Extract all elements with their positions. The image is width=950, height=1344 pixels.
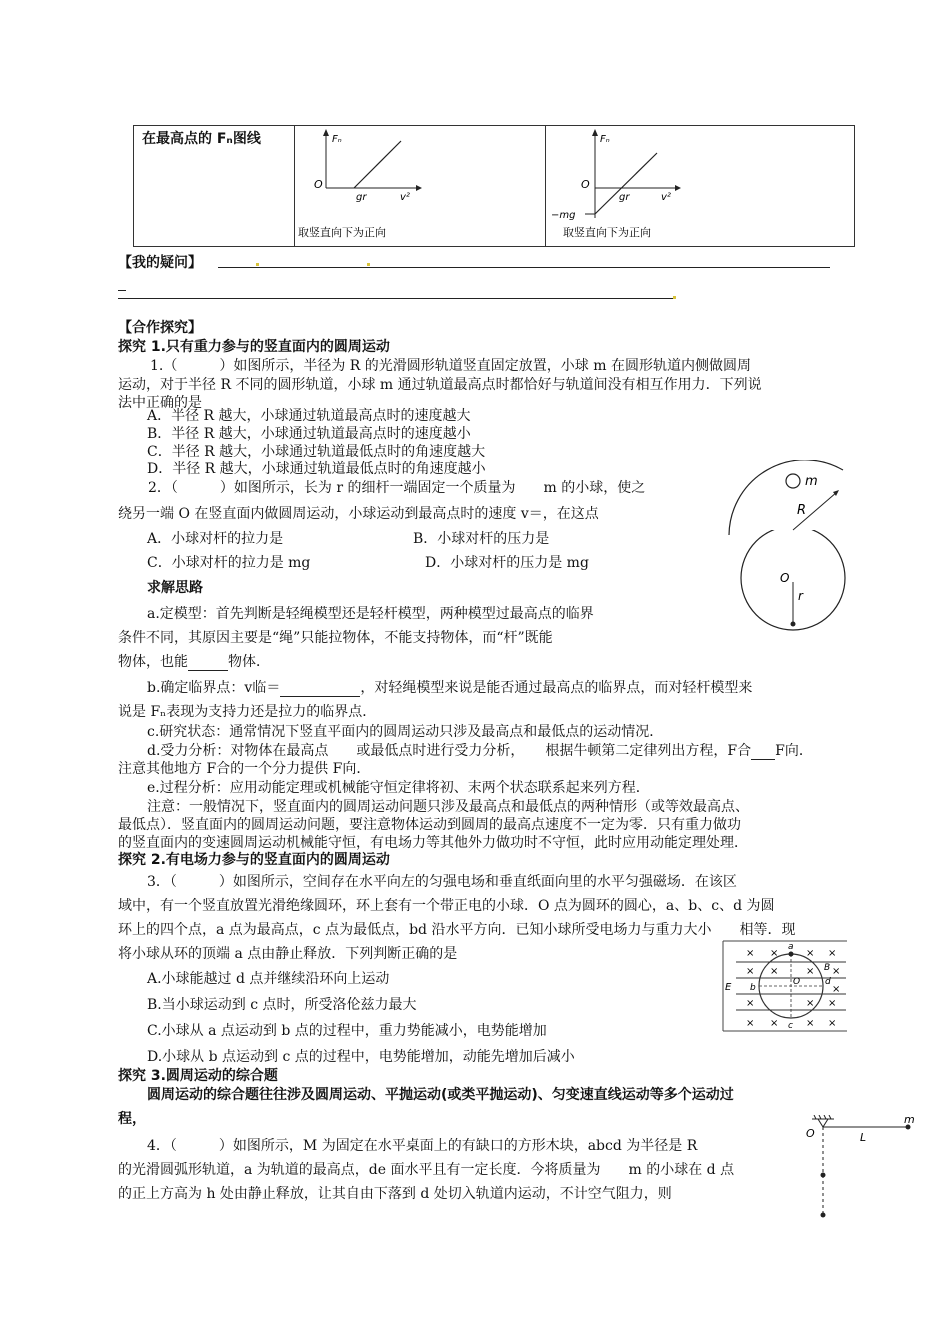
step-a-line-3a: 物体，也能	[118, 654, 188, 670]
field-d-label: d	[825, 977, 831, 987]
field-cross-6: ×	[770, 966, 779, 977]
field-cross-4: ×	[828, 948, 837, 959]
field-c-label: c	[788, 1021, 793, 1031]
field-cross-12: ×	[828, 998, 837, 1009]
field-cross-8: ×	[832, 966, 841, 977]
graph1-caption: 取竖直向下为正向	[298, 226, 386, 239]
q4-line-2: 的光滑圆弧形轨道，a 为轨道的最高点，de 面水平且有一定长度．今将质量为 m 的小球在 d 点	[118, 1162, 735, 1178]
q1-option-c: C．半径 R 越大，小球通过轨道最低点时的角速度越大	[147, 444, 486, 460]
track-m-label: m	[805, 474, 818, 489]
q4-line-1: 4．（ ）如图所示，M 为固定在水平桌面上的有缺口的方形木块，abcd 为半径是 R	[147, 1138, 698, 1154]
explore3-intro-2: 程，	[118, 1111, 146, 1127]
graph2-caption: 取竖直向下为正向	[563, 226, 651, 239]
step-d-line-1a: d.受力分析：对物体在最高点 或最低点时进行受力分析， 根据牛顿第二定律列出方程，F合	[147, 743, 752, 759]
step-a-line-3b: 物体．	[228, 654, 270, 670]
pendulum-m-label: m	[904, 1115, 915, 1126]
q3-option-d: D.小球从 b 点运动到 c 点的过程中，电势能增加，动能先增加后减小	[147, 1049, 575, 1065]
q4-line-3: 的正上方高为 h 处由静止释放，让其自由下落到 d 处切入轨道内运动，不计空气阻力，则	[118, 1186, 672, 1202]
q3-option-b: B.当小球运动到 c 点时，所受洛伦兹力最大	[147, 997, 417, 1013]
graph2-origin: O	[581, 178, 590, 191]
q1-line-3: 法中正确的是	[118, 395, 202, 411]
explore3-title: 探究 3.圆周运动的综合题	[118, 1068, 278, 1084]
rod-figure	[738, 530, 850, 632]
q3-line-1: 3．（ ）如图所示，空间存在水平向左的匀强电场和垂直纸面向里的水平匀强磁场．在该区	[147, 874, 737, 890]
q3-line-2: 域中，有一个竖直放置光滑绝缘圆环，环上套有一个带正电的小球．O 点为圆环的圆心，a、b、c、d 为圆	[118, 898, 775, 914]
my-questions-label: 【我的疑问】	[118, 255, 202, 271]
fn-graph-1	[296, 128, 541, 244]
step-a-line-2: 条件不同，其原因主要是“绳”只能拉物体，不能支持物体，而“杆”既能	[118, 630, 553, 646]
question-line-1[interactable]	[218, 267, 830, 268]
field-b-label: b	[750, 983, 756, 993]
table-divider-2	[545, 126, 546, 246]
note-line-3: 的竖直面内的变速圆周运动机械能守恒，有电场力等其他外力做功时不守恒，此时应用动能定理处理．	[118, 835, 748, 851]
field-cross-14: ×	[770, 1018, 779, 1029]
note-line-1: 注意：一般情况下，竖直面内的圆周运动问题只涉及最高点和最低点的两种情形（或等效最高点、	[147, 799, 749, 815]
q2-option-b: B．小球对杆的压力是	[413, 531, 550, 547]
track-r-label: R	[797, 503, 807, 518]
pendulum-o-label: O	[806, 1127, 815, 1140]
step-a-blank[interactable]	[188, 654, 228, 671]
table-row-label: 在最高点的 Fₙ图线	[142, 131, 261, 147]
graph1-tick: gr	[356, 192, 367, 203]
note-line-2: 最低点）．竖直面内的圆周运动问题，要注意物体运动到圆周的最高点速度不一定为零．只有重力做功	[118, 817, 741, 833]
step-b-line-1b: ，对轻绳模型来说是能否通过最高点的临界点，而对轻杆模型来	[360, 680, 753, 696]
field-b-field-label: B	[824, 963, 831, 973]
step-b-line-2: 说是 Fₙ表现为支持力还是拉力的临界点．	[118, 704, 377, 720]
q2-option-a: A．小球对杆的拉力是	[147, 531, 284, 547]
solve-title: 求解思路	[147, 580, 203, 596]
step-e-line: e.过程分析：应用动能定理或机械能守恒定律将初、末两个状态联系起来列方程．	[147, 780, 650, 796]
step-c-line: c.研究状态：通常情况下竖直平面内的圆周运动只涉及最高点和最低点的运动情况．	[147, 724, 664, 740]
step-b-line-1	[147, 677, 752, 697]
field-a-label: a	[788, 942, 794, 952]
q3-option-c: C.小球从 a 点运动到 b 点的过程中，重力势能减小，电势能增加	[147, 1023, 547, 1039]
step-b-blank[interactable]	[280, 680, 360, 697]
rod-o-label: O	[780, 571, 790, 585]
field-cross-10: ×	[746, 998, 755, 1009]
coop-title: 【合作探究】	[118, 320, 202, 336]
q1-line-1: 1.（ ）如图所示，半径为 R 的光滑圆形轨道竖直固定放置，小球 m 在圆形轨道内侧做圆周	[150, 358, 751, 374]
q1-option-b: B．半径 R 越大，小球通过轨道最高点时的速度越小	[147, 426, 471, 442]
graph1-x-label: v²	[400, 192, 410, 203]
step-a-line-1: a.定模型：首先判断是轻绳模型还是轻杆模型，两种模型过最高点的临界	[147, 606, 594, 622]
graph-table	[133, 125, 855, 247]
explore1-title: 探究 1.只有重力参与的竖直面内的圆周运动	[118, 339, 390, 355]
question-dash	[118, 290, 126, 291]
field-e-label: E	[725, 982, 732, 993]
q2-option-c: C．小球对杆的拉力是 mg	[147, 555, 311, 571]
track-figure	[725, 460, 850, 535]
q2-line-2: 绕另一端 O 在竖直面内做圆周运动，小球运动到最高点时的速度 v＝，在这点	[118, 506, 599, 522]
explore3-intro-1: 圆周运动的综合题往往涉及圆周运动、平抛运动(或类平抛运动)、匀变速直线运动等多个运动过	[147, 1087, 734, 1103]
q3-line-3: 环上的四个点，a 点为最高点，c 点为最低点，bd 沿水平方向．已知小球所受电场力与重力大小 相等．现	[118, 922, 796, 938]
step-d-line-2: 注意其他地方 F合的一个分力提供 F向．	[118, 761, 371, 777]
q3-option-a: A.小球能越过 d 点并继续沿环向上运动	[147, 971, 390, 987]
table-divider-1	[294, 126, 295, 246]
q3-line-4: 将小球从环的顶端 a 点由静止释放．下列判断正确的是	[118, 946, 458, 962]
field-cross-3: ×	[806, 948, 815, 959]
q2-option-d: D．小球对杆的压力是 mg	[425, 555, 589, 571]
q1-line-2: 运动，对于半径 R 不同的圆形轨道，小球 m 通过轨道最高点时都恰好与轨道间没有相互作用力．下列说	[118, 377, 762, 393]
field-cross-7: ×	[806, 966, 815, 977]
step-a-line-3	[118, 651, 270, 671]
field-cross-1: ×	[746, 948, 755, 959]
pendulum-l-label: L	[860, 1131, 867, 1144]
pendulum-figure	[800, 1115, 920, 1220]
graph1-y-label: Fₙ	[332, 134, 342, 145]
step-b-line-1a: b.确定临界点：v临＝	[147, 680, 281, 696]
field-cross-16: ×	[828, 1018, 837, 1029]
graph2-x-label: v²	[661, 192, 671, 203]
rod-r-label: r	[798, 589, 803, 603]
question-line-2[interactable]	[118, 298, 674, 299]
field-figure	[722, 940, 848, 1032]
step-d-line-1	[147, 740, 813, 760]
q1-option-a: A．半径 R 越大，小球通过轨道最高点时的速度越大	[147, 408, 471, 424]
field-cross-15: ×	[806, 1018, 815, 1029]
field-cross-5: ×	[746, 966, 755, 977]
q2-line-1: 2．（ ）如图所示，长为 r 的细杆一端固定一个质量为 m 的小球，使之	[148, 480, 646, 496]
field-o-label: O	[793, 977, 801, 987]
fn-graph-2	[547, 128, 847, 244]
graph2-y-label: Fₙ	[600, 134, 610, 145]
step-d-line-1b: F向．	[775, 743, 813, 759]
graph2-tick: gr	[619, 192, 630, 203]
explore2-title: 探究 2.有电场力参与的竖直面内的圆周运动	[118, 852, 390, 868]
field-cross-13: ×	[746, 1018, 755, 1029]
graph1-origin: O	[314, 178, 323, 191]
field-cross-2: ×	[770, 948, 779, 959]
step-d-blank[interactable]	[751, 743, 775, 760]
graph2-neg: −mg	[551, 210, 576, 221]
field-cross-9: ×	[832, 984, 841, 995]
field-cross-11: ×	[806, 998, 815, 1009]
q1-option-d: D．半径 R 越大，小球通过轨道最低点时的角速度越小	[147, 461, 486, 477]
